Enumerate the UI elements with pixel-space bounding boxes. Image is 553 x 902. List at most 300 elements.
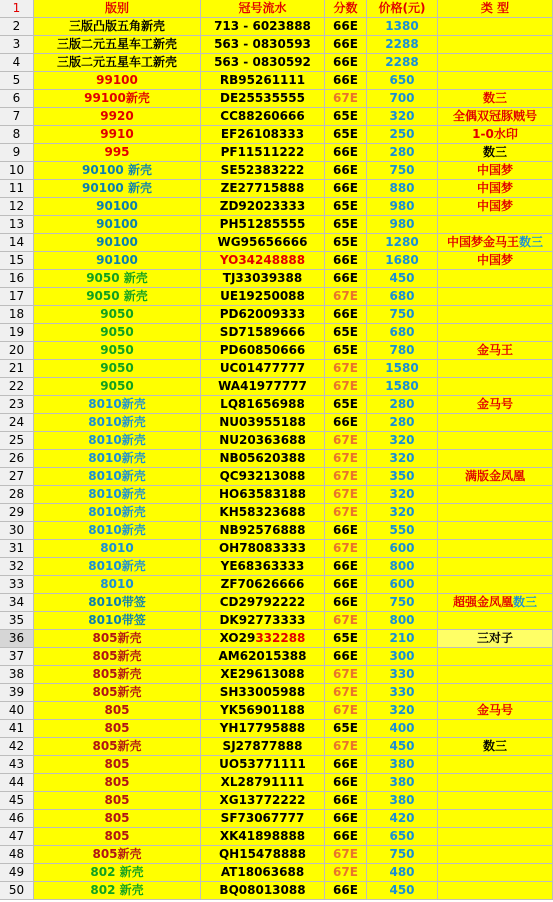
price-cell[interactable] <box>367 504 438 522</box>
header-serial[interactable]: 冠号流水 <box>201 0 325 18</box>
price-cell[interactable] <box>367 180 438 198</box>
row-number[interactable] <box>0 54 34 72</box>
serial-cell[interactable] <box>201 108 325 126</box>
type-cell[interactable] <box>438 432 553 450</box>
score-cell[interactable] <box>325 270 367 288</box>
row-number[interactable] <box>0 594 34 612</box>
row-number[interactable] <box>0 540 34 558</box>
price-cell[interactable] <box>367 360 438 378</box>
row-number[interactable] <box>0 342 34 360</box>
row-number[interactable] <box>0 504 34 522</box>
price-cell[interactable] <box>367 522 438 540</box>
header-type[interactable]: 类 型 <box>438 0 553 18</box>
serial-cell[interactable] <box>201 540 325 558</box>
edition-cell[interactable] <box>34 414 201 432</box>
serial-cell[interactable] <box>201 288 325 306</box>
edition-cell[interactable] <box>34 738 201 756</box>
edition-cell[interactable] <box>34 90 201 108</box>
type-cell[interactable] <box>438 576 553 594</box>
score-cell[interactable] <box>325 324 367 342</box>
serial-cell[interactable] <box>201 828 325 846</box>
score-cell[interactable] <box>325 90 367 108</box>
serial-cell[interactable] <box>201 576 325 594</box>
type-cell[interactable] <box>438 216 553 234</box>
price-cell[interactable] <box>367 342 438 360</box>
edition-cell[interactable] <box>34 540 201 558</box>
score-cell[interactable] <box>325 792 367 810</box>
row-number[interactable] <box>0 756 34 774</box>
type-cell[interactable] <box>438 252 553 270</box>
type-cell[interactable] <box>438 828 553 846</box>
score-cell[interactable] <box>325 576 367 594</box>
price-cell[interactable] <box>367 774 438 792</box>
row-number[interactable] <box>0 846 34 864</box>
serial-cell[interactable] <box>201 612 325 630</box>
row-number[interactable] <box>0 72 34 90</box>
serial-cell[interactable] <box>201 558 325 576</box>
serial-cell[interactable] <box>201 486 325 504</box>
row-number[interactable] <box>0 864 34 882</box>
serial-cell[interactable] <box>201 360 325 378</box>
edition-cell[interactable] <box>34 252 201 270</box>
serial-cell[interactable] <box>201 216 325 234</box>
price-cell[interactable] <box>367 702 438 720</box>
score-cell[interactable] <box>325 306 367 324</box>
score-cell[interactable] <box>325 828 367 846</box>
row-number[interactable] <box>0 702 34 720</box>
row-number[interactable] <box>0 270 34 288</box>
row-number[interactable] <box>0 108 34 126</box>
edition-cell[interactable] <box>34 468 201 486</box>
score-cell[interactable] <box>325 594 367 612</box>
serial-cell[interactable] <box>201 378 325 396</box>
type-cell[interactable] <box>438 270 553 288</box>
edition-cell[interactable] <box>34 522 201 540</box>
edition-cell[interactable] <box>34 288 201 306</box>
score-cell[interactable] <box>325 450 367 468</box>
price-cell[interactable] <box>367 558 438 576</box>
score-cell[interactable] <box>325 882 367 900</box>
type-cell[interactable] <box>438 72 553 90</box>
row-number[interactable] <box>0 522 34 540</box>
row-number[interactable] <box>0 828 34 846</box>
score-cell[interactable] <box>325 126 367 144</box>
score-cell[interactable] <box>325 666 367 684</box>
row-number[interactable] <box>0 630 34 648</box>
price-cell[interactable] <box>367 828 438 846</box>
price-cell[interactable] <box>367 108 438 126</box>
type-cell[interactable] <box>438 540 553 558</box>
type-cell[interactable] <box>438 720 553 738</box>
row-number[interactable] <box>0 576 34 594</box>
score-cell[interactable] <box>325 414 367 432</box>
type-cell[interactable] <box>438 792 553 810</box>
row-number[interactable] <box>0 360 34 378</box>
type-cell[interactable] <box>438 882 553 900</box>
edition-cell[interactable] <box>34 792 201 810</box>
serial-cell[interactable] <box>201 864 325 882</box>
price-cell[interactable] <box>367 306 438 324</box>
edition-cell[interactable] <box>34 612 201 630</box>
serial-cell[interactable] <box>201 270 325 288</box>
price-cell[interactable] <box>367 162 438 180</box>
row-number[interactable] <box>0 450 34 468</box>
price-cell[interactable] <box>367 630 438 648</box>
row-number[interactable] <box>0 414 34 432</box>
type-cell[interactable] <box>438 630 553 648</box>
price-cell[interactable] <box>367 324 438 342</box>
row-number[interactable] <box>0 90 34 108</box>
type-cell[interactable] <box>438 18 553 36</box>
type-cell[interactable] <box>438 360 553 378</box>
price-cell[interactable] <box>367 684 438 702</box>
edition-cell[interactable] <box>34 486 201 504</box>
row-number[interactable] <box>0 126 34 144</box>
row-number[interactable] <box>0 684 34 702</box>
serial-cell[interactable] <box>201 90 325 108</box>
price-cell[interactable] <box>367 468 438 486</box>
type-cell[interactable] <box>438 198 553 216</box>
type-cell[interactable] <box>438 378 553 396</box>
price-cell[interactable] <box>367 864 438 882</box>
score-cell[interactable] <box>325 54 367 72</box>
header-price[interactable]: 价格(元) <box>367 0 438 18</box>
type-cell[interactable] <box>438 864 553 882</box>
price-cell[interactable] <box>367 234 438 252</box>
type-cell[interactable] <box>438 594 553 612</box>
score-cell[interactable] <box>325 234 367 252</box>
score-cell[interactable] <box>325 360 367 378</box>
edition-cell[interactable] <box>34 144 201 162</box>
row-number[interactable] <box>0 810 34 828</box>
type-cell[interactable] <box>438 324 553 342</box>
row-number[interactable] <box>0 666 34 684</box>
type-cell[interactable] <box>438 342 553 360</box>
score-cell[interactable] <box>325 432 367 450</box>
score-cell[interactable] <box>325 36 367 54</box>
price-cell[interactable] <box>367 36 438 54</box>
price-cell[interactable] <box>367 792 438 810</box>
type-cell[interactable] <box>438 648 553 666</box>
price-cell[interactable] <box>367 270 438 288</box>
type-cell[interactable] <box>438 54 553 72</box>
edition-cell[interactable] <box>34 774 201 792</box>
price-cell[interactable] <box>367 18 438 36</box>
type-cell[interactable] <box>438 396 553 414</box>
type-cell[interactable] <box>438 144 553 162</box>
row-number[interactable] <box>0 234 34 252</box>
type-cell[interactable] <box>438 468 553 486</box>
row-number[interactable] <box>0 882 34 900</box>
edition-cell[interactable] <box>34 810 201 828</box>
row-number[interactable] <box>0 396 34 414</box>
edition-cell[interactable] <box>34 360 201 378</box>
edition-cell[interactable] <box>34 594 201 612</box>
edition-cell[interactable] <box>34 432 201 450</box>
row-number[interactable] <box>0 180 34 198</box>
score-cell[interactable] <box>325 108 367 126</box>
edition-cell[interactable] <box>34 684 201 702</box>
edition-cell[interactable] <box>34 270 201 288</box>
edition-cell[interactable] <box>34 666 201 684</box>
type-cell[interactable] <box>438 180 553 198</box>
price-cell[interactable] <box>367 72 438 90</box>
price-cell[interactable] <box>367 414 438 432</box>
score-cell[interactable] <box>325 846 367 864</box>
price-cell[interactable] <box>367 540 438 558</box>
score-cell[interactable] <box>325 288 367 306</box>
type-cell[interactable] <box>438 234 553 252</box>
price-cell[interactable] <box>367 90 438 108</box>
row-number[interactable]: 1 <box>0 0 34 18</box>
type-cell[interactable] <box>438 702 553 720</box>
serial-cell[interactable] <box>201 162 325 180</box>
price-cell[interactable] <box>367 648 438 666</box>
serial-cell[interactable] <box>201 306 325 324</box>
row-number[interactable] <box>0 792 34 810</box>
row-number[interactable] <box>0 612 34 630</box>
edition-cell[interactable] <box>34 720 201 738</box>
edition-cell[interactable] <box>34 396 201 414</box>
serial-cell[interactable] <box>201 414 325 432</box>
edition-cell[interactable] <box>34 504 201 522</box>
row-number[interactable] <box>0 198 34 216</box>
serial-cell[interactable] <box>201 324 325 342</box>
score-cell[interactable] <box>325 144 367 162</box>
type-cell[interactable] <box>438 486 553 504</box>
row-number[interactable] <box>0 36 34 54</box>
row-number[interactable] <box>0 144 34 162</box>
type-cell[interactable] <box>438 666 553 684</box>
serial-cell[interactable] <box>201 666 325 684</box>
row-number[interactable] <box>0 558 34 576</box>
price-cell[interactable] <box>367 126 438 144</box>
header-score[interactable]: 分数 <box>325 0 367 18</box>
edition-cell[interactable] <box>34 630 201 648</box>
score-cell[interactable] <box>325 738 367 756</box>
serial-cell[interactable] <box>201 630 325 648</box>
type-cell[interactable] <box>438 558 553 576</box>
price-cell[interactable] <box>367 432 438 450</box>
serial-cell[interactable] <box>201 846 325 864</box>
price-cell[interactable] <box>367 666 438 684</box>
edition-cell[interactable] <box>34 234 201 252</box>
edition-cell[interactable] <box>34 378 201 396</box>
edition-cell[interactable] <box>34 54 201 72</box>
serial-cell[interactable] <box>201 882 325 900</box>
serial-cell[interactable] <box>201 18 325 36</box>
serial-cell[interactable] <box>201 36 325 54</box>
edition-cell[interactable] <box>34 342 201 360</box>
price-cell[interactable] <box>367 594 438 612</box>
type-cell[interactable] <box>438 846 553 864</box>
edition-cell[interactable] <box>34 324 201 342</box>
type-cell[interactable] <box>438 126 553 144</box>
type-cell[interactable] <box>438 90 553 108</box>
score-cell[interactable] <box>325 612 367 630</box>
score-cell[interactable] <box>325 162 367 180</box>
score-cell[interactable] <box>325 774 367 792</box>
serial-cell[interactable] <box>201 468 325 486</box>
serial-cell[interactable] <box>201 342 325 360</box>
serial-cell[interactable] <box>201 684 325 702</box>
price-cell[interactable] <box>367 756 438 774</box>
edition-cell[interactable] <box>34 828 201 846</box>
price-cell[interactable] <box>367 486 438 504</box>
serial-cell[interactable] <box>201 504 325 522</box>
type-cell[interactable] <box>438 450 553 468</box>
type-cell[interactable] <box>438 774 553 792</box>
type-cell[interactable] <box>438 504 553 522</box>
row-number[interactable] <box>0 432 34 450</box>
type-cell[interactable] <box>438 756 553 774</box>
type-cell[interactable] <box>438 108 553 126</box>
type-cell[interactable] <box>438 162 553 180</box>
edition-cell[interactable] <box>34 702 201 720</box>
edition-cell[interactable] <box>34 198 201 216</box>
score-cell[interactable] <box>325 702 367 720</box>
edition-cell[interactable] <box>34 450 201 468</box>
score-cell[interactable] <box>325 378 367 396</box>
edition-cell[interactable] <box>34 648 201 666</box>
edition-cell[interactable] <box>34 882 201 900</box>
row-number[interactable] <box>0 648 34 666</box>
type-cell[interactable] <box>438 738 553 756</box>
serial-cell[interactable] <box>201 756 325 774</box>
row-number[interactable] <box>0 162 34 180</box>
score-cell[interactable] <box>325 630 367 648</box>
price-cell[interactable] <box>367 288 438 306</box>
score-cell[interactable] <box>325 486 367 504</box>
serial-cell[interactable] <box>201 720 325 738</box>
price-cell[interactable] <box>367 882 438 900</box>
score-cell[interactable] <box>325 180 367 198</box>
price-cell[interactable] <box>367 216 438 234</box>
edition-cell[interactable] <box>34 306 201 324</box>
type-cell[interactable] <box>438 612 553 630</box>
header-edition[interactable]: 版别 <box>34 0 201 18</box>
serial-cell[interactable] <box>201 738 325 756</box>
price-cell[interactable] <box>367 612 438 630</box>
edition-cell[interactable] <box>34 558 201 576</box>
row-number[interactable] <box>0 774 34 792</box>
row-number[interactable] <box>0 720 34 738</box>
edition-cell[interactable] <box>34 18 201 36</box>
price-cell[interactable] <box>367 720 438 738</box>
row-number[interactable] <box>0 288 34 306</box>
score-cell[interactable] <box>325 72 367 90</box>
type-cell[interactable] <box>438 684 553 702</box>
price-cell[interactable] <box>367 396 438 414</box>
score-cell[interactable] <box>325 756 367 774</box>
score-cell[interactable] <box>325 558 367 576</box>
row-number[interactable] <box>0 738 34 756</box>
price-cell[interactable] <box>367 54 438 72</box>
edition-cell[interactable] <box>34 756 201 774</box>
serial-cell[interactable] <box>201 252 325 270</box>
serial-cell[interactable] <box>201 198 325 216</box>
score-cell[interactable] <box>325 540 367 558</box>
score-cell[interactable] <box>325 522 367 540</box>
serial-cell[interactable] <box>201 450 325 468</box>
edition-cell[interactable] <box>34 180 201 198</box>
row-number[interactable] <box>0 18 34 36</box>
score-cell[interactable] <box>325 810 367 828</box>
score-cell[interactable] <box>325 468 367 486</box>
serial-cell[interactable] <box>201 594 325 612</box>
price-cell[interactable] <box>367 378 438 396</box>
edition-cell[interactable] <box>34 126 201 144</box>
serial-cell[interactable] <box>201 792 325 810</box>
score-cell[interactable] <box>325 720 367 738</box>
serial-cell[interactable] <box>201 144 325 162</box>
price-cell[interactable] <box>367 576 438 594</box>
row-number[interactable] <box>0 216 34 234</box>
edition-cell[interactable] <box>34 72 201 90</box>
score-cell[interactable] <box>325 198 367 216</box>
score-cell[interactable] <box>325 504 367 522</box>
type-cell[interactable] <box>438 414 553 432</box>
row-number[interactable] <box>0 378 34 396</box>
score-cell[interactable] <box>325 252 367 270</box>
score-cell[interactable] <box>325 396 367 414</box>
price-cell[interactable] <box>367 810 438 828</box>
score-cell[interactable] <box>325 684 367 702</box>
serial-cell[interactable] <box>201 648 325 666</box>
serial-cell[interactable] <box>201 432 325 450</box>
price-cell[interactable] <box>367 252 438 270</box>
type-cell[interactable] <box>438 306 553 324</box>
serial-cell[interactable] <box>201 810 325 828</box>
serial-cell[interactable] <box>201 396 325 414</box>
edition-cell[interactable] <box>34 864 201 882</box>
price-cell[interactable] <box>367 450 438 468</box>
score-cell[interactable] <box>325 18 367 36</box>
edition-cell[interactable] <box>34 576 201 594</box>
serial-cell[interactable] <box>201 54 325 72</box>
price-cell[interactable] <box>367 738 438 756</box>
edition-cell[interactable] <box>34 36 201 54</box>
price-cell[interactable] <box>367 198 438 216</box>
price-cell[interactable] <box>367 846 438 864</box>
row-number[interactable] <box>0 486 34 504</box>
edition-cell[interactable] <box>34 846 201 864</box>
serial-cell[interactable] <box>201 126 325 144</box>
score-cell[interactable] <box>325 648 367 666</box>
edition-cell[interactable] <box>34 216 201 234</box>
serial-cell[interactable] <box>201 72 325 90</box>
price-cell[interactable] <box>367 144 438 162</box>
type-cell[interactable] <box>438 36 553 54</box>
serial-cell[interactable] <box>201 522 325 540</box>
row-number[interactable] <box>0 468 34 486</box>
serial-cell[interactable] <box>201 180 325 198</box>
score-cell[interactable] <box>325 216 367 234</box>
row-number[interactable] <box>0 306 34 324</box>
edition-cell[interactable] <box>34 162 201 180</box>
edition-cell[interactable] <box>34 108 201 126</box>
serial-cell[interactable] <box>201 234 325 252</box>
row-number[interactable] <box>0 252 34 270</box>
serial-cell[interactable] <box>201 702 325 720</box>
type-cell[interactable] <box>438 522 553 540</box>
row-number[interactable] <box>0 324 34 342</box>
score-cell[interactable] <box>325 342 367 360</box>
serial-cell[interactable] <box>201 774 325 792</box>
type-cell[interactable] <box>438 288 553 306</box>
score-cell[interactable] <box>325 864 367 882</box>
type-cell[interactable] <box>438 810 553 828</box>
